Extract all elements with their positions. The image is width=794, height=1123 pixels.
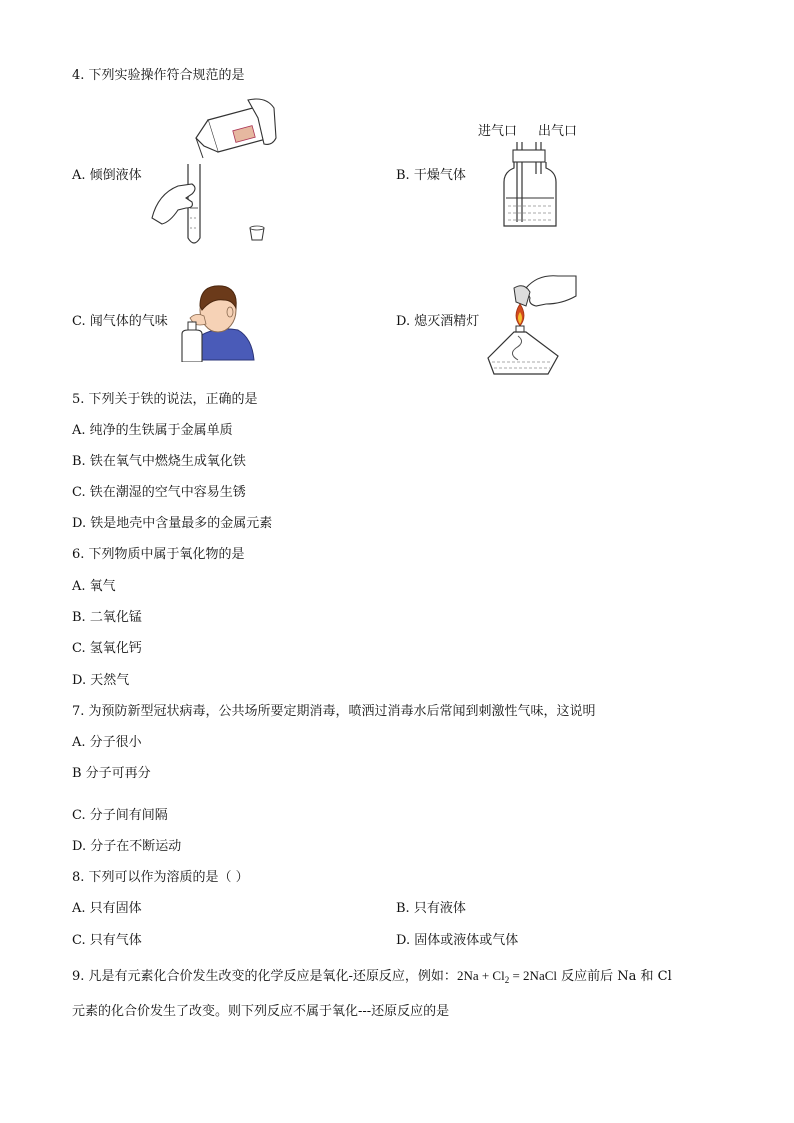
q6-option-b: B. 二氧化锰	[72, 610, 142, 625]
q4-stem: 4. 下列实验操作符合规范的是	[72, 68, 245, 83]
smelling-gas-figure	[178, 278, 256, 362]
q7-option-d: D. 分子在不断运动	[72, 839, 182, 854]
q9-text-pre: 9. 凡是有元素化合价发生改变的化学反应是氧化-还原反应，例如：	[72, 969, 457, 984]
q9-equation: $2Na + Cl_2$ = 2NaCl	[456, 968, 557, 985]
q8-option-b: B. 只有液体	[396, 901, 466, 916]
q6-option-a: A. 氧气	[72, 579, 116, 594]
fig-outlet-label: 出气口	[538, 124, 578, 139]
q4-option-d: D. 熄灭酒精灯	[396, 314, 480, 329]
q8-option-d: D. 固体或液体或气体	[396, 933, 519, 948]
q5-option-b: B. 铁在氧气中燃烧生成氧化铁	[72, 454, 246, 469]
gas-drying-bottle-figure	[500, 140, 560, 230]
q9-line-2: 元素的化合价发生了改变。则下列反应不属于氧化---还原反应的是	[72, 1004, 450, 1019]
q6-option-d: D. 天然气	[72, 673, 130, 688]
q4-option-c: C. 闻气体的气味	[72, 314, 168, 329]
q7-option-c: C. 分子间有间隔	[72, 808, 168, 823]
q8-stem: 8. 下列可以作为溶质的是（ ）	[72, 870, 249, 885]
q7-stem: 7. 为预防新型冠状病毒，公共场所要定期消毒，喷洒过消毒水后常闻到刺激性气味，这说明	[72, 704, 596, 719]
q9-line-1	[72, 968, 672, 985]
q5-stem: 5. 下列关于铁的说法，正确的是	[72, 392, 258, 407]
q4-option-b: B. 干燥气体	[396, 168, 466, 183]
q9-text-post: 反应前后 Na 和 Cl	[557, 969, 672, 984]
q5-option-d: D. 铁是地壳中含量最多的金属元素	[72, 516, 273, 531]
q7-option-a: A. 分子很小	[72, 735, 142, 750]
q7-option-b: B 分子可再分	[72, 766, 151, 781]
q8-option-a: A. 只有固体	[72, 901, 142, 916]
pouring-liquid-figure	[148, 98, 278, 248]
q4-option-a: A. 倾倒液体	[72, 168, 142, 183]
q5-option-c: C. 铁在潮湿的空气中容易生锈	[72, 485, 246, 500]
q8-option-c: C. 只有气体	[72, 933, 142, 948]
q5-option-a: A. 纯净的生铁属于金属单质	[72, 423, 233, 438]
extinguishing-lamp-figure	[486, 270, 578, 378]
q6-stem: 6. 下列物质中属于氧化物的是	[72, 547, 245, 562]
q6-option-c: C. 氢氧化钙	[72, 641, 142, 656]
fig-inlet-label: 进气口	[478, 124, 518, 139]
